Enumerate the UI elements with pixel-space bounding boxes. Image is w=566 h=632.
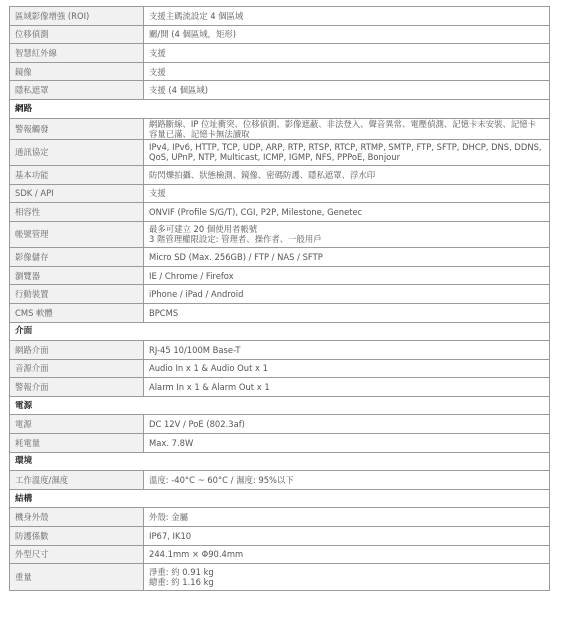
- spec-value: 溫度: -40°C ~ 60°C / 濕度: 95%以下: [144, 471, 550, 490]
- spec-row: [10, 62, 550, 81]
- spec-value: 網路斷線、IP 位址衝突、位移偵測、影像遮蔽、非法登入、聲音異常、電壓偵測、記憶卡未安裝、記憶卡容量已滿、記憶卡無法讀取: [144, 118, 550, 139]
- spec-row: [10, 359, 550, 378]
- spec-value: ONVIF (Profile S/G/T), CGI, P2P, Milestone, Genetec: [144, 203, 550, 222]
- spec-row: [10, 7, 550, 26]
- spec-value: 防閃爍拍攝、狀態檢測、鏡像、密碼防護、隱私遮罩、浮水印: [144, 165, 550, 184]
- spec-row: [10, 508, 550, 527]
- spec-row: [10, 285, 550, 304]
- spec-label: 影像儲存: [10, 248, 144, 267]
- spec-value: 支援主碼流設定 4 個區域: [144, 7, 550, 26]
- spec-value: 支援 (4 個區域): [144, 81, 550, 100]
- section-header-row: [10, 452, 550, 471]
- section-header: 結構: [10, 489, 550, 508]
- spec-label: 基本功能: [10, 165, 144, 184]
- spec-label: 網路介面: [10, 341, 144, 360]
- spec-value: 支援: [144, 184, 550, 203]
- section-header-row: [10, 489, 550, 508]
- spec-label: 音源介面: [10, 359, 144, 378]
- spec-label: 工作溫度/濕度: [10, 471, 144, 490]
- spec-row: [10, 415, 550, 434]
- spec-value: IP67, IK10: [144, 527, 550, 546]
- spec-label: SDK / API: [10, 184, 144, 203]
- spec-label: 警報觸發: [10, 118, 144, 139]
- spec-label: 隱私遮罩: [10, 81, 144, 100]
- spec-row: [10, 378, 550, 397]
- spec-value: BPCMS: [144, 303, 550, 322]
- spec-row: [10, 184, 550, 203]
- spec-row: [10, 118, 550, 139]
- spec-value: 支援: [144, 62, 550, 81]
- section-header: 介面: [10, 322, 550, 341]
- spec-label: 電源: [10, 415, 144, 434]
- spec-value: Max. 7.8W: [144, 434, 550, 453]
- spec-table-body: [10, 7, 550, 591]
- spec-row: [10, 221, 550, 247]
- spec-value: RJ-45 10/100M Base-T: [144, 341, 550, 360]
- spec-label: 行動裝置: [10, 285, 144, 304]
- section-header-row: [10, 396, 550, 415]
- section-header-row: [10, 99, 550, 118]
- spec-label: 相容性: [10, 203, 144, 222]
- spec-row: [10, 248, 550, 267]
- spec-label: 警報介面: [10, 378, 144, 397]
- spec-value: IE / Chrome / Firefox: [144, 266, 550, 285]
- spec-value: 支援: [144, 44, 550, 63]
- spec-row: [10, 527, 550, 546]
- spec-value: 244.1mm × Φ90.4mm: [144, 545, 550, 564]
- spec-value: 外殼: 金屬: [144, 508, 550, 527]
- spec-value: 淨重: 約 0.91 kg 總重: 約 1.16 kg: [144, 564, 550, 590]
- spec-label: 防護係數: [10, 527, 144, 546]
- spec-row: [10, 341, 550, 360]
- spec-value: DC 12V / PoE (802.3af): [144, 415, 550, 434]
- spec-row: [10, 545, 550, 564]
- spec-row: [10, 564, 550, 590]
- spec-value: Micro SD (Max. 256GB) / FTP / NAS / SFTP: [144, 248, 550, 267]
- spec-row: [10, 81, 550, 100]
- spec-label: 通訊協定: [10, 139, 144, 165]
- spec-value: iPhone / iPad / Android: [144, 285, 550, 304]
- spec-label: 重量: [10, 564, 144, 590]
- spec-label: 瀏覽器: [10, 266, 144, 285]
- spec-row: [10, 139, 550, 165]
- spec-row: [10, 303, 550, 322]
- section-header-row: [10, 322, 550, 341]
- spec-label: 智慧紅外線: [10, 44, 144, 63]
- spec-table: [9, 6, 550, 591]
- section-header: 網路: [10, 99, 550, 118]
- spec-label: 機身外殼: [10, 508, 144, 527]
- spec-row: [10, 25, 550, 44]
- spec-sheet: [9, 6, 550, 591]
- section-header: 環境: [10, 452, 550, 471]
- spec-label: 外型尺寸: [10, 545, 144, 564]
- spec-value: IPv4, IPv6, HTTP, TCP, UDP, ARP, RTP, RTSP, RTCP, RTMP, SMTP, FTP, SFTP, DHCP, DNS, DDNS, QoS, UPnP, NTP, Multicast, ICMP, IGMP, NFS, PPPoE, Bonjour: [144, 139, 550, 165]
- spec-value: 最多可建立 20 個使用者帳號 3 階管理權限設定: 管理者、操作者、一般用戶: [144, 221, 550, 247]
- spec-label: 帳號管理: [10, 221, 144, 247]
- spec-row: [10, 165, 550, 184]
- section-header: 電源: [10, 396, 550, 415]
- spec-value: Audio In x 1 & Audio Out x 1: [144, 359, 550, 378]
- spec-row: [10, 266, 550, 285]
- spec-row: [10, 44, 550, 63]
- spec-label: CMS 軟體: [10, 303, 144, 322]
- spec-row: [10, 203, 550, 222]
- spec-label: 鏡像: [10, 62, 144, 81]
- spec-label: 耗電量: [10, 434, 144, 453]
- spec-value: 關/開 (4 個區域，矩形): [144, 25, 550, 44]
- spec-label: 位移偵測: [10, 25, 144, 44]
- spec-row: [10, 434, 550, 453]
- spec-row: [10, 471, 550, 490]
- spec-value: Alarm In x 1 & Alarm Out x 1: [144, 378, 550, 397]
- spec-label: 區域影像增強 (ROI): [10, 7, 144, 26]
